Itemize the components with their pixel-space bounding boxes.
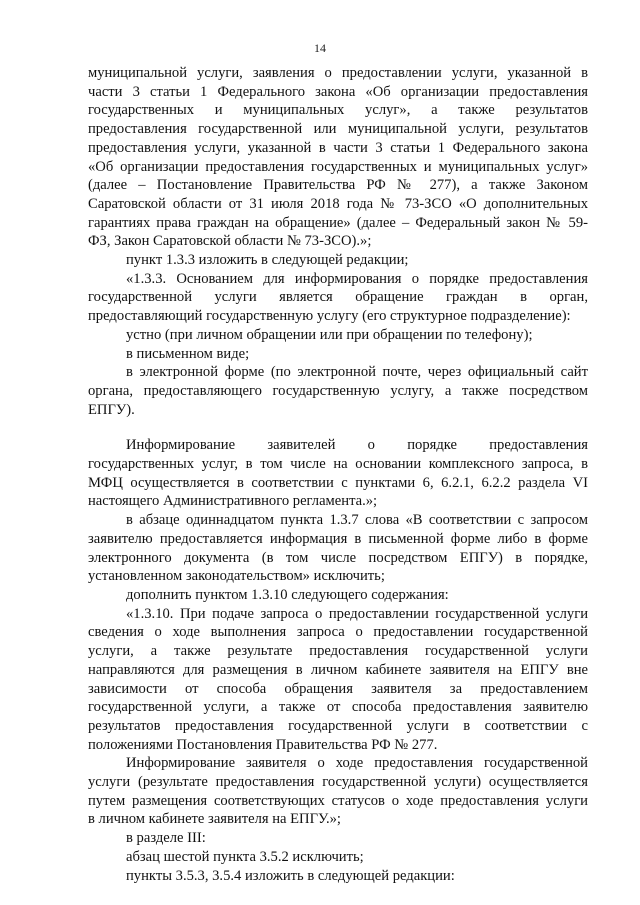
text-line: предоставления услуги, указанной в части 3 статьи 1 Федерального закона xyxy=(88,139,588,156)
text-line: предоставления государственной или муниципальной услуги, результатов xyxy=(88,121,588,138)
text-line: в разделе III: xyxy=(126,830,206,847)
text-line: пункты 3.5.3, 3.5.4 изложить в следующей редакции: xyxy=(126,867,455,884)
text-line: части 3 статьи 1 Федерального закона «Об организации предоставления xyxy=(88,83,588,100)
text-line: «1.3.3. Основанием для информирования о порядке предоставления xyxy=(126,270,588,287)
text-line: путем размещения соответствующих статусов о ходе предоставления услуги xyxy=(88,792,588,809)
text-line: дополнить пунктом 1.3.10 следующего содержания: xyxy=(126,586,449,603)
text-line: органа, предоставляющего государственную услугу, а также посредством xyxy=(88,382,588,399)
text-line: государственной услуги, а также от способа предоставления заявителю xyxy=(88,699,588,716)
text-line: в личном кабинете заявителя на ЕПГУ.»; xyxy=(88,811,341,828)
text-line: установленном законодательством» исключить; xyxy=(88,568,385,585)
text-line: направляются для размещения в личном кабинете заявителя на ЕПГУ вне xyxy=(88,661,588,678)
text-line: «Об организации предоставления государственных и муниципальных услуг» xyxy=(88,158,588,175)
text-line: МФЦ осуществляется в соответствии с пунктами 6, 6.2.1, 6.2.2 раздела VI xyxy=(88,474,588,491)
text-line: услуги (результате предоставления государственной услуги) осуществляется xyxy=(88,774,588,791)
text-line: в письменном виде; xyxy=(126,345,250,362)
text-line: Информирование заявителя о ходе предоставления государственной xyxy=(126,755,588,772)
text-line: гарантиях права граждан на обращение» (далее – Федеральный закон № 59- xyxy=(88,214,588,231)
text-line: ФЗ, Закон Саратовской области № 73-ЗСО).»; xyxy=(88,233,372,250)
text-line: устно (при личном обращении или при обращении по телефону); xyxy=(126,326,533,343)
text-line: государственных услуг, в том числе на основании комплексного запроса, в xyxy=(88,456,588,473)
text-line: зависимости от способа обращения заявителя за предоставлением xyxy=(88,680,588,697)
text-line: услуги, а также результате предоставления государственной услуги xyxy=(88,643,588,660)
text-line: государственных и муниципальных услуг», а также результатов xyxy=(88,102,588,119)
document-body xyxy=(88,64,588,885)
text-line: Информирование заявителей о порядке предоставления xyxy=(126,437,588,454)
text-line: Саратовской области от 31 июля 2018 года № 73-ЗСО «О дополнительных xyxy=(88,195,588,212)
text-line: результатов предоставления государственной услуги в соответствии с xyxy=(88,717,588,734)
paragraph-gap xyxy=(88,419,588,436)
text-line: абзац шестой пункта 3.5.2 исключить; xyxy=(126,848,364,865)
text-line: в абзаце одиннадцатом пункта 1.3.7 слова «В соответствии с запросом xyxy=(126,512,588,529)
text-line: (далее – Постановление Правительства РФ № 277), а также Законом xyxy=(88,177,588,194)
text-line: настоящего Административного регламента.»; xyxy=(88,493,378,510)
text-line: пункт 1.3.3 изложить в следующей редакции; xyxy=(126,252,409,269)
text-line: положениями Постановления Правительства РФ № 277. xyxy=(88,736,438,753)
text-line: в электронной форме (по электронной почте, через официальный сайт xyxy=(126,364,588,381)
text-line: заявителю предоставляется информация в письменной форме либо в форме xyxy=(88,530,588,547)
text-line: электронного документа (в том числе посредством ЕПГУ) в порядке, xyxy=(88,549,588,566)
text-line: «1.3.10. При подаче запроса о предоставлении государственной услуги xyxy=(126,605,588,622)
text-line: ЕПГУ). xyxy=(88,401,135,418)
page-number: 14 xyxy=(314,41,326,55)
text-line: государственной услуги является обращение граждан в орган, xyxy=(88,289,588,306)
text-line: муниципальной услуги, заявления о предоставлении услуги, указанной в xyxy=(88,65,588,81)
text-line: сведения о ходе выполнения запроса о предоставлении государственной xyxy=(88,624,588,641)
text-line: предоставляющий государственную услугу (его структурное подразделение): xyxy=(88,308,571,325)
